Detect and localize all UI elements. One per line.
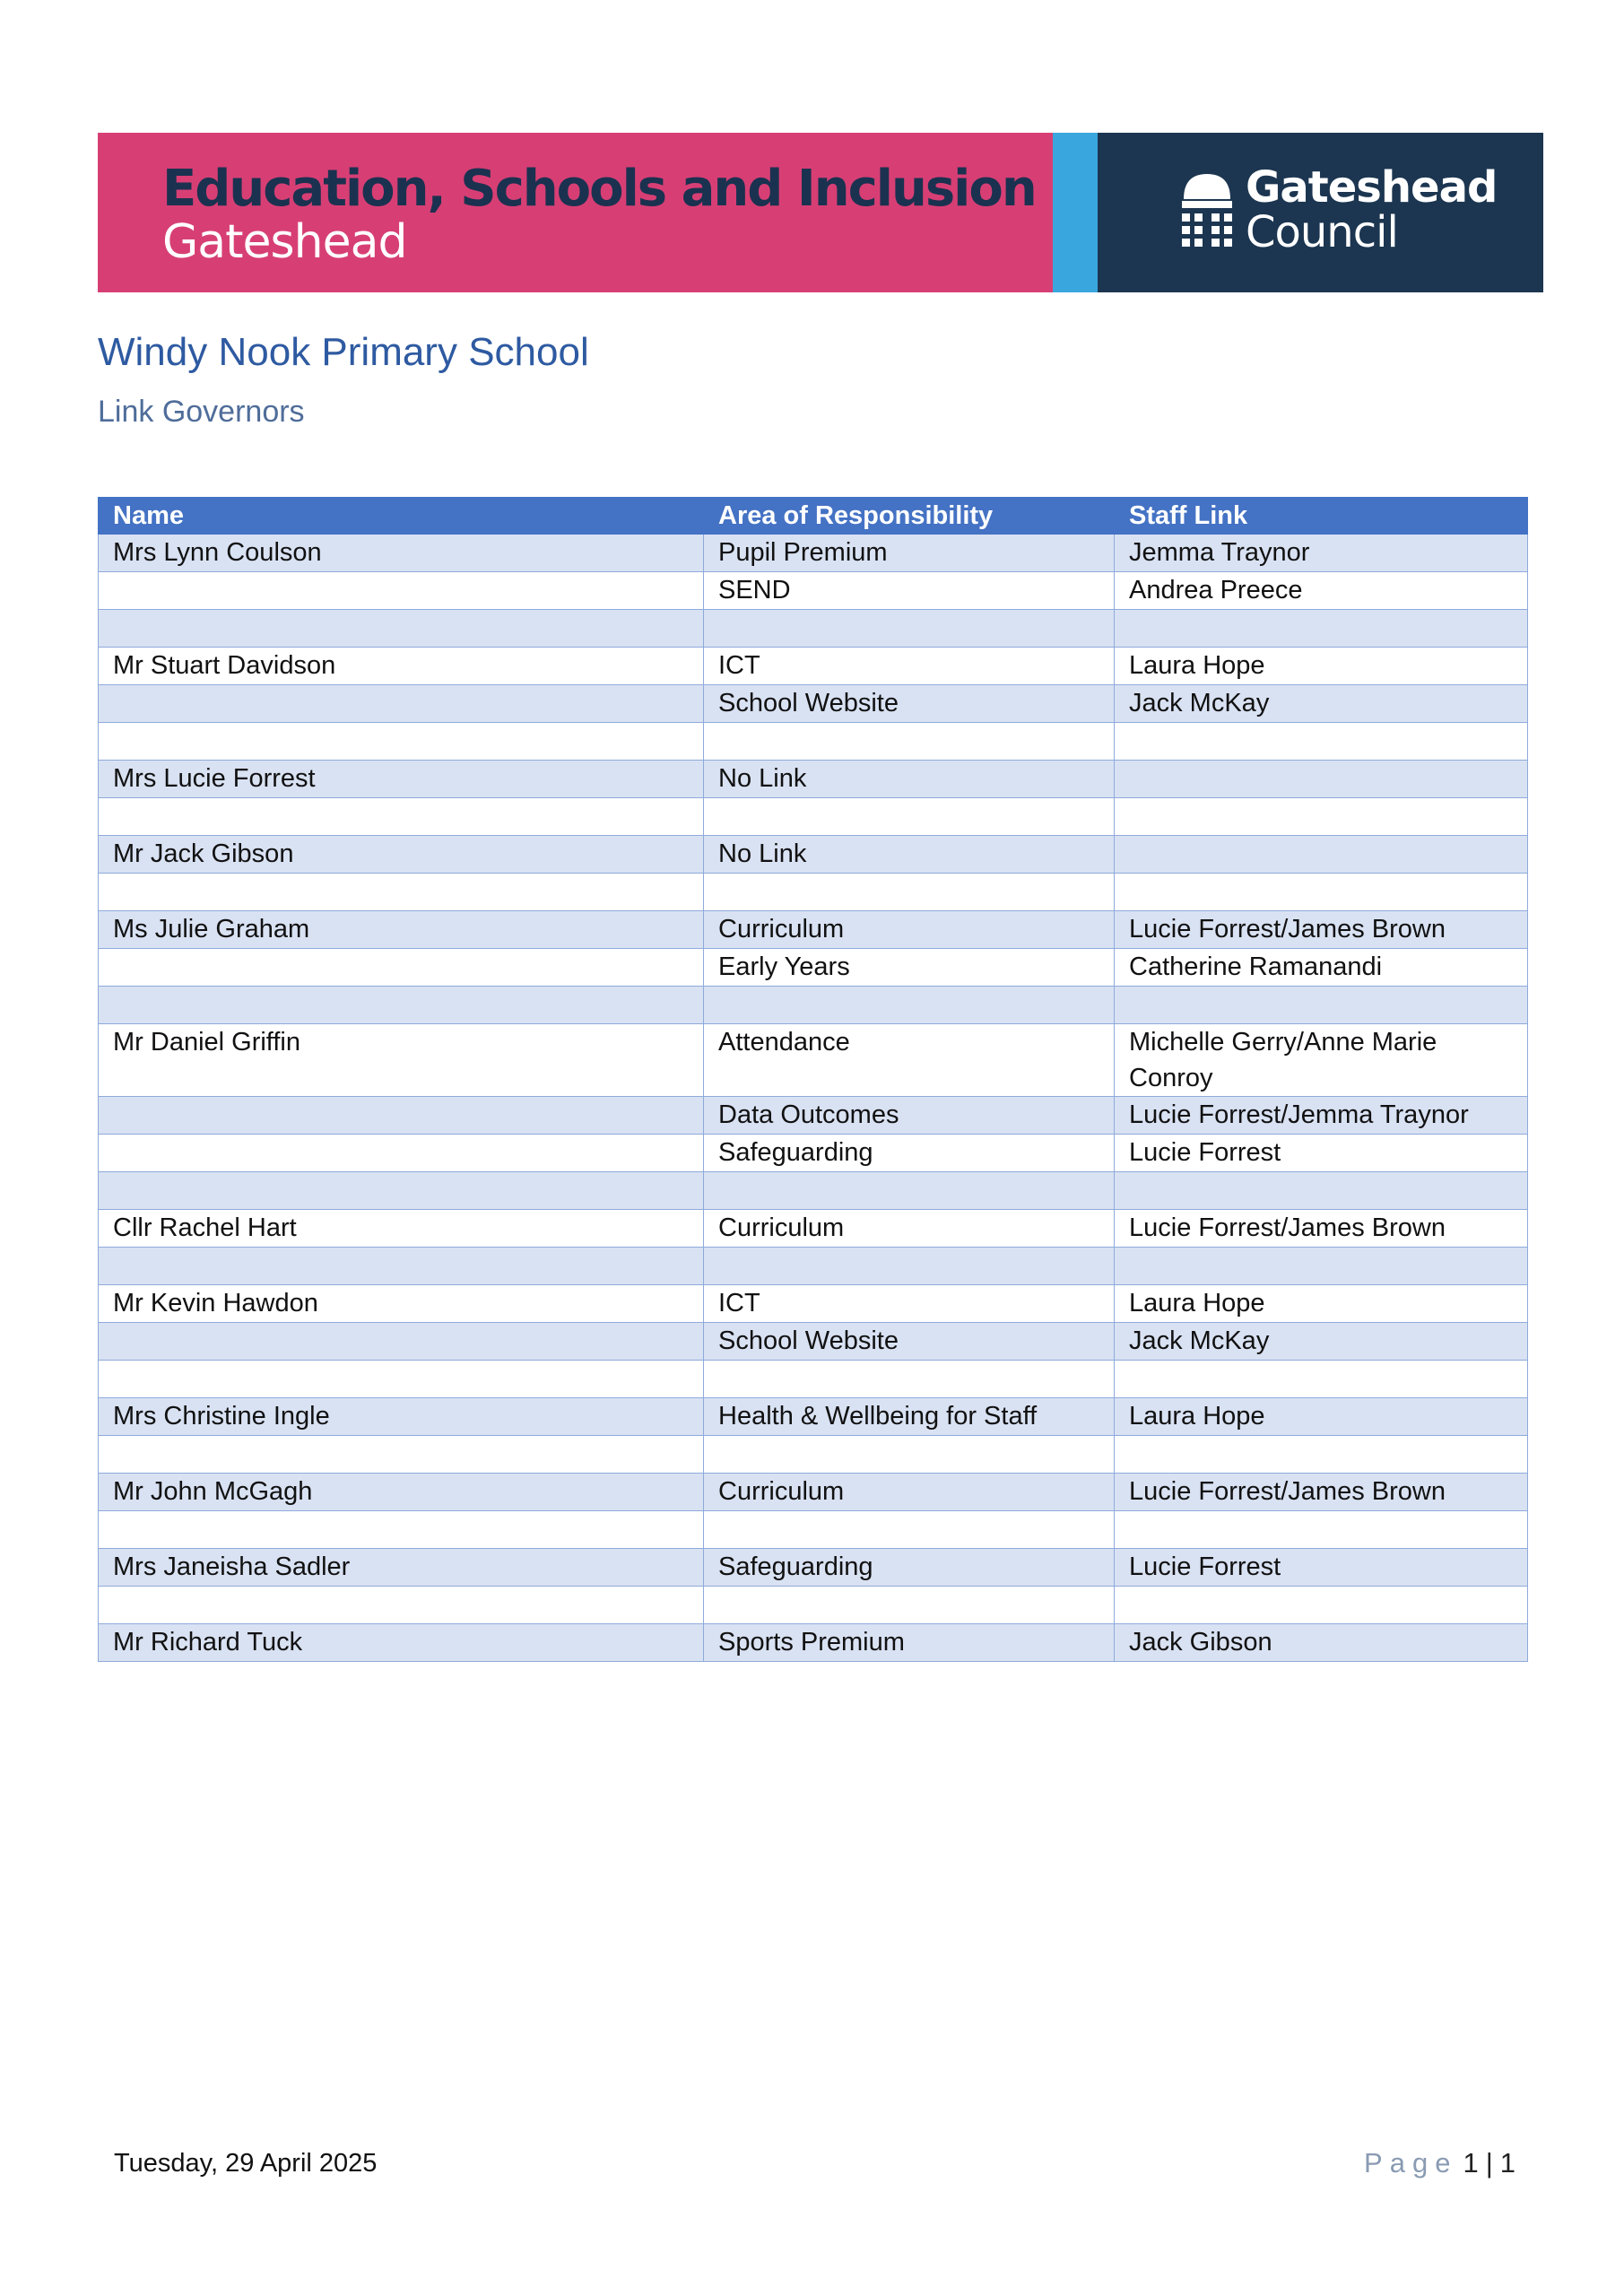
- cell-staff-link: [1115, 761, 1528, 798]
- column-header-area: Area of Responsibility: [704, 498, 1115, 535]
- cell-area-of-responsibility: [704, 1436, 1115, 1474]
- table-row: [99, 1398, 1528, 1436]
- cell-name: Mrs Christine Ingle: [99, 1398, 704, 1436]
- cell-staff-link: Lucie Forrest: [1115, 1549, 1528, 1587]
- cell-name: [99, 1172, 704, 1210]
- cell-area-of-responsibility: [704, 987, 1115, 1024]
- cell-name: [99, 874, 704, 911]
- cell-staff-link: Jack McKay: [1115, 1323, 1528, 1361]
- table-row: [99, 1285, 1528, 1323]
- table-row: [99, 911, 1528, 949]
- cell-staff-link: [1115, 836, 1528, 874]
- footer-date: Tuesday, 29 April 2025: [114, 2149, 378, 2178]
- cell-area-of-responsibility: [704, 1248, 1115, 1285]
- banner-subtitle: Gateshead: [162, 215, 407, 269]
- page-total: 1: [1499, 2147, 1515, 2179]
- cell-staff-link: Lucie Forrest/Jemma Traynor: [1115, 1097, 1528, 1135]
- cell-area-of-responsibility: Early Years: [704, 949, 1115, 987]
- cell-name: [99, 685, 704, 723]
- header-banner: [98, 133, 1543, 292]
- cell-area-of-responsibility: Curriculum: [704, 1474, 1115, 1511]
- page-title: Windy Nook Primary School: [98, 330, 589, 374]
- table-row: [99, 874, 1528, 911]
- table-row: [99, 648, 1528, 685]
- table-row: [99, 685, 1528, 723]
- table-row: [99, 761, 1528, 798]
- cell-staff-link: Lucie Forrest: [1115, 1135, 1528, 1172]
- banner-stripe: [1053, 133, 1098, 292]
- cell-name: [99, 987, 704, 1024]
- cell-area-of-responsibility: No Link: [704, 836, 1115, 874]
- table-row: [99, 1624, 1528, 1662]
- page-current: 1: [1463, 2147, 1479, 2179]
- cell-name: [99, 723, 704, 761]
- cell-area-of-responsibility: Safeguarding: [704, 1135, 1115, 1172]
- table-header-row: [99, 498, 1528, 535]
- table-body: [99, 535, 1528, 1662]
- cell-area-of-responsibility: Pupil Premium: [704, 535, 1115, 572]
- cell-area-of-responsibility: Data Outcomes: [704, 1097, 1115, 1135]
- table-row: [99, 1172, 1528, 1210]
- cell-name: [99, 1135, 704, 1172]
- cell-name: Mr Richard Tuck: [99, 1624, 704, 1662]
- table-row: [99, 1511, 1528, 1549]
- cell-name: [99, 1511, 704, 1549]
- cell-area-of-responsibility: Sports Premium: [704, 1624, 1115, 1662]
- cell-staff-link: [1115, 1248, 1528, 1285]
- table-row: [99, 1135, 1528, 1172]
- cell-name: Mr Jack Gibson: [99, 836, 704, 874]
- cell-name: [99, 1097, 704, 1135]
- table-row: [99, 987, 1528, 1024]
- link-governors-table: [98, 497, 1528, 1662]
- cell-name: Mr Stuart Davidson: [99, 648, 704, 685]
- table-row: [99, 1474, 1528, 1511]
- cell-area-of-responsibility: No Link: [704, 761, 1115, 798]
- cell-staff-link: [1115, 1361, 1528, 1398]
- cell-name: Ms Julie Graham: [99, 911, 704, 949]
- cell-area-of-responsibility: ICT: [704, 1285, 1115, 1323]
- cell-staff-link: [1115, 610, 1528, 648]
- cell-staff-link: [1115, 723, 1528, 761]
- page-label: Page: [1364, 2147, 1458, 2179]
- table-row: [99, 723, 1528, 761]
- table-row: [99, 572, 1528, 610]
- table-row: [99, 949, 1528, 987]
- cell-name: [99, 1248, 704, 1285]
- table-row: [99, 798, 1528, 836]
- cell-staff-link: [1115, 874, 1528, 911]
- cell-name: Mrs Lucie Forrest: [99, 761, 704, 798]
- cell-staff-link: Lucie Forrest/James Brown: [1115, 911, 1528, 949]
- cell-area-of-responsibility: Curriculum: [704, 911, 1115, 949]
- table-row: [99, 1361, 1528, 1398]
- table-row: [99, 1024, 1528, 1097]
- cell-staff-link: [1115, 798, 1528, 836]
- council-building-icon: [1178, 169, 1236, 251]
- cell-staff-link: Jemma Traynor: [1115, 535, 1528, 572]
- cell-name: Mr Kevin Hawdon: [99, 1285, 704, 1323]
- cell-staff-link: Andrea Preece: [1115, 572, 1528, 610]
- table-row: [99, 1097, 1528, 1135]
- cell-staff-link: Lucie Forrest/James Brown: [1115, 1210, 1528, 1248]
- cell-name: [99, 610, 704, 648]
- table-row: [99, 1549, 1528, 1587]
- cell-name: [99, 949, 704, 987]
- cell-area-of-responsibility: [704, 723, 1115, 761]
- cell-name: [99, 1436, 704, 1474]
- council-name-line2: Council: [1246, 207, 1398, 257]
- cell-area-of-responsibility: [704, 1172, 1115, 1210]
- cell-name: [99, 1361, 704, 1398]
- council-logo-panel: [1098, 133, 1543, 292]
- table-row: [99, 1587, 1528, 1624]
- cell-name: [99, 1323, 704, 1361]
- cell-staff-link: [1115, 987, 1528, 1024]
- table-row: [99, 1248, 1528, 1285]
- cell-staff-link: Laura Hope: [1115, 648, 1528, 685]
- cell-name: [99, 572, 704, 610]
- cell-name: Cllr Rachel Hart: [99, 1210, 704, 1248]
- cell-area-of-responsibility: ICT: [704, 648, 1115, 685]
- cell-area-of-responsibility: Attendance: [704, 1024, 1115, 1097]
- cell-name: Mrs Lynn Coulson: [99, 535, 704, 572]
- page-number: [1364, 2147, 1515, 2179]
- cell-staff-link: Laura Hope: [1115, 1285, 1528, 1323]
- table-row: [99, 535, 1528, 572]
- cell-area-of-responsibility: Health & Wellbeing for Staff: [704, 1398, 1115, 1436]
- cell-name: Mr Daniel Griffin: [99, 1024, 704, 1097]
- cell-staff-link: Catherine Ramanandi: [1115, 949, 1528, 987]
- cell-area-of-responsibility: [704, 1587, 1115, 1624]
- page-separator: |: [1485, 2147, 1493, 2179]
- cell-staff-link: Jack McKay: [1115, 685, 1528, 723]
- council-name-line1: Gateshead: [1246, 162, 1498, 213]
- table-row: [99, 610, 1528, 648]
- table-row: [99, 1436, 1528, 1474]
- page-subtitle: Link Governors: [98, 395, 305, 429]
- column-header-staff-link: Staff Link: [1115, 498, 1528, 535]
- cell-area-of-responsibility: [704, 798, 1115, 836]
- cell-area-of-responsibility: Safeguarding: [704, 1549, 1115, 1587]
- column-header-name: Name: [99, 498, 704, 535]
- cell-staff-link: Laura Hope: [1115, 1398, 1528, 1436]
- cell-name: [99, 1587, 704, 1624]
- cell-staff-link: [1115, 1587, 1528, 1624]
- cell-area-of-responsibility: SEND: [704, 572, 1115, 610]
- cell-name: [99, 798, 704, 836]
- banner-title: Education, Schools and Inclusion: [162, 160, 1036, 218]
- cell-area-of-responsibility: [704, 874, 1115, 911]
- council-logo-text: [1246, 162, 1498, 257]
- table-row: [99, 1323, 1528, 1361]
- cell-staff-link: [1115, 1511, 1528, 1549]
- cell-staff-link: Michelle Gerry/Anne Marie Conroy: [1115, 1024, 1528, 1097]
- cell-name: Mrs Janeisha Sadler: [99, 1549, 704, 1587]
- cell-name: Mr John McGagh: [99, 1474, 704, 1511]
- cell-area-of-responsibility: [704, 1511, 1115, 1549]
- cell-staff-link: [1115, 1436, 1528, 1474]
- cell-area-of-responsibility: School Website: [704, 1323, 1115, 1361]
- cell-staff-link: [1115, 1172, 1528, 1210]
- banner-education-panel: [98, 133, 1053, 292]
- cell-staff-link: Jack Gibson: [1115, 1624, 1528, 1662]
- table-row: [99, 836, 1528, 874]
- cell-staff-link: Lucie Forrest/James Brown: [1115, 1474, 1528, 1511]
- cell-area-of-responsibility: [704, 610, 1115, 648]
- table-row: [99, 1210, 1528, 1248]
- cell-area-of-responsibility: Curriculum: [704, 1210, 1115, 1248]
- cell-area-of-responsibility: School Website: [704, 685, 1115, 723]
- cell-area-of-responsibility: [704, 1361, 1115, 1398]
